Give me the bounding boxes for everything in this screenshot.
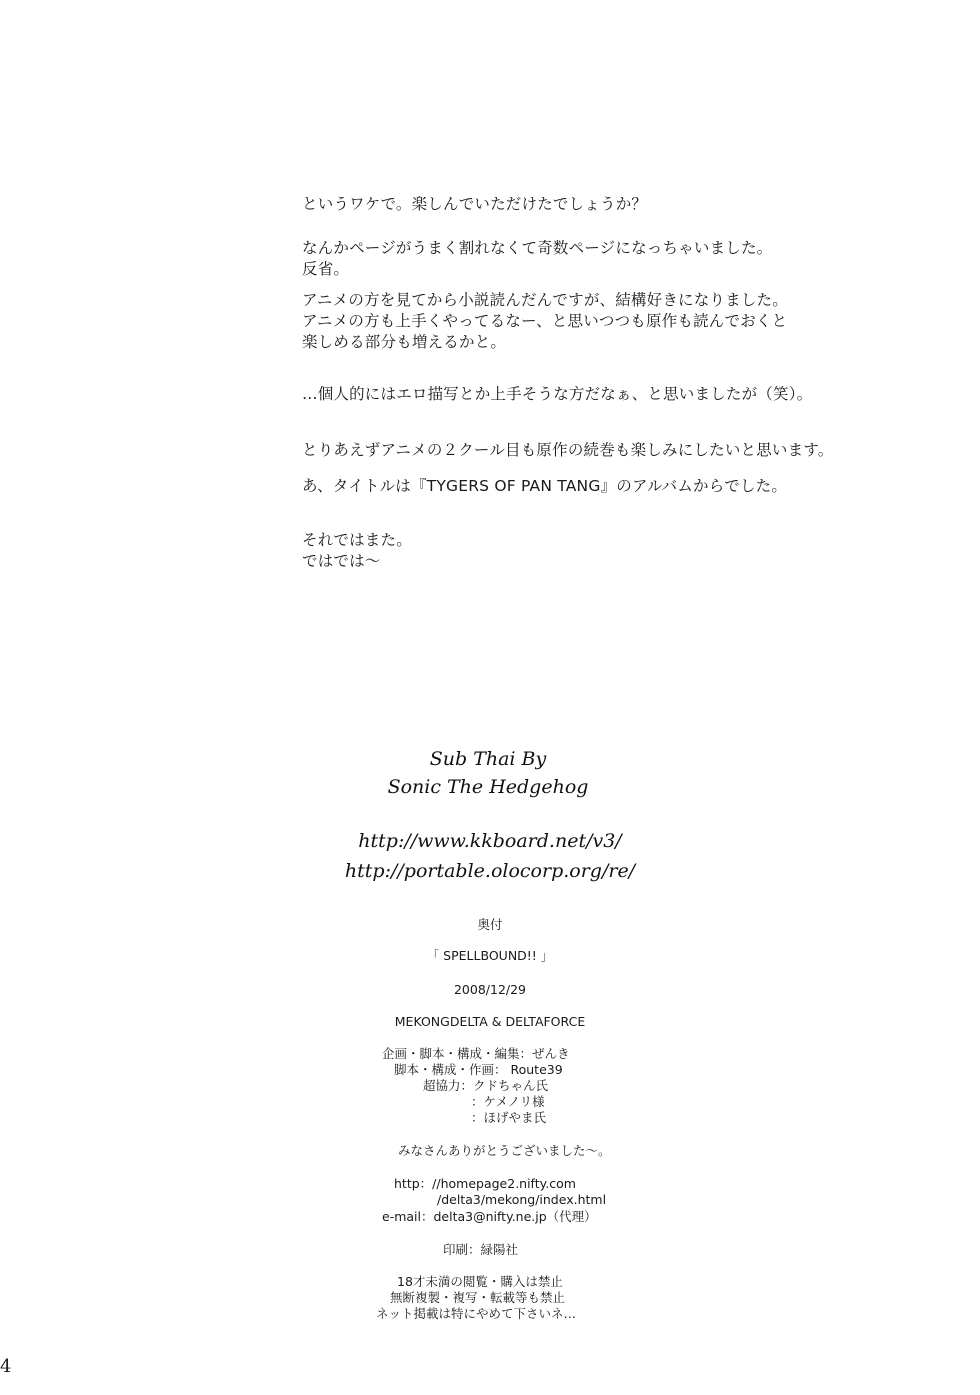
- afterword-paragraph-3-line-2: アニメの方も上手くやってるなー、と思いつつも原作も読んでおくと: [302, 312, 788, 330]
- afterword-paragraph-3-line-1: アニメの方を見てから小説読んだんですが、結構好きになりました。: [302, 291, 788, 309]
- credit-url-1: http://www.kkboard.net/v3/: [358, 830, 622, 852]
- afterword-closing-line-1: それではまた。: [302, 531, 412, 549]
- colophon-date: 2008/12/29: [453, 982, 527, 997]
- warning-line-3: ネット掲載は特にやめて下さいネ…: [376, 1306, 577, 1321]
- afterword-paragraph-6: あ、タイトルは『TYGERS OF PAN TANG』のアルバムからでした。: [302, 477, 788, 495]
- staff-credit-4: ：ケメノリ様: [471, 1094, 545, 1109]
- staff-credit-1: 企画・脚本・構成・編集：ぜんき: [382, 1046, 570, 1061]
- credit-line-1: Sub Thai By: [429, 748, 547, 770]
- email-address: e-mail：delta3@nifty.ne.jp（代理）: [382, 1209, 597, 1224]
- credit-url-2: http://portable.olocorp.org/re/: [344, 860, 636, 882]
- printer-credit: 印刷：緑陽社: [443, 1242, 519, 1257]
- credit-line-2: Sonic The Hedgehog: [387, 776, 589, 798]
- afterword-paragraph-1: というワケで。楽しんでいただけたでしょうか？: [302, 195, 648, 213]
- warning-line-2: 無断複製・複写・転載等も禁止: [390, 1290, 566, 1305]
- warning-line-1: 18才未満の閲覧・購入は禁止: [397, 1274, 563, 1289]
- colophon-title: 「 SPELLBOUND!! 」: [426, 948, 554, 963]
- afterword-closing-line-2: ではでは～: [302, 552, 381, 570]
- afterword-paragraph-2-line-2: 反省。: [302, 260, 350, 278]
- afterword-paragraph-4: …個人的にはエロ描写とか上手そうな方だなぁ、と思いましたが（笑）。: [302, 385, 813, 403]
- colophon-circle: MEKONGDELTA & DELTAFORCE: [394, 1014, 586, 1029]
- colophon-heading: 奥付: [477, 917, 503, 932]
- homepage-url-line-1: http：//homepage2.nifty.com: [394, 1176, 576, 1191]
- afterword-paragraph-3-line-3: 楽しめる部分も増えるかと。: [302, 333, 507, 351]
- staff-credit-2: 脚本・構成・作画： Route39: [394, 1062, 563, 1077]
- staff-credit-3: 超協力：クドちゃん氏: [423, 1078, 549, 1093]
- afterword-paragraph-5: とりあえずアニメの２クール目も原作の続巻も楽しみにしたいと思います。: [302, 441, 834, 459]
- page-number: 4: [0, 1356, 12, 1377]
- staff-credit-5: ：ほげやま氏: [471, 1110, 547, 1125]
- thanks-message: みなさんありがとうございました～。: [398, 1143, 611, 1158]
- homepage-url-line-2: /delta3/mekong/index.html: [437, 1192, 607, 1207]
- afterword-paragraph-2-line-1: なんかページがうまく割れなくて奇数ページになっちゃいました。: [302, 239, 773, 257]
